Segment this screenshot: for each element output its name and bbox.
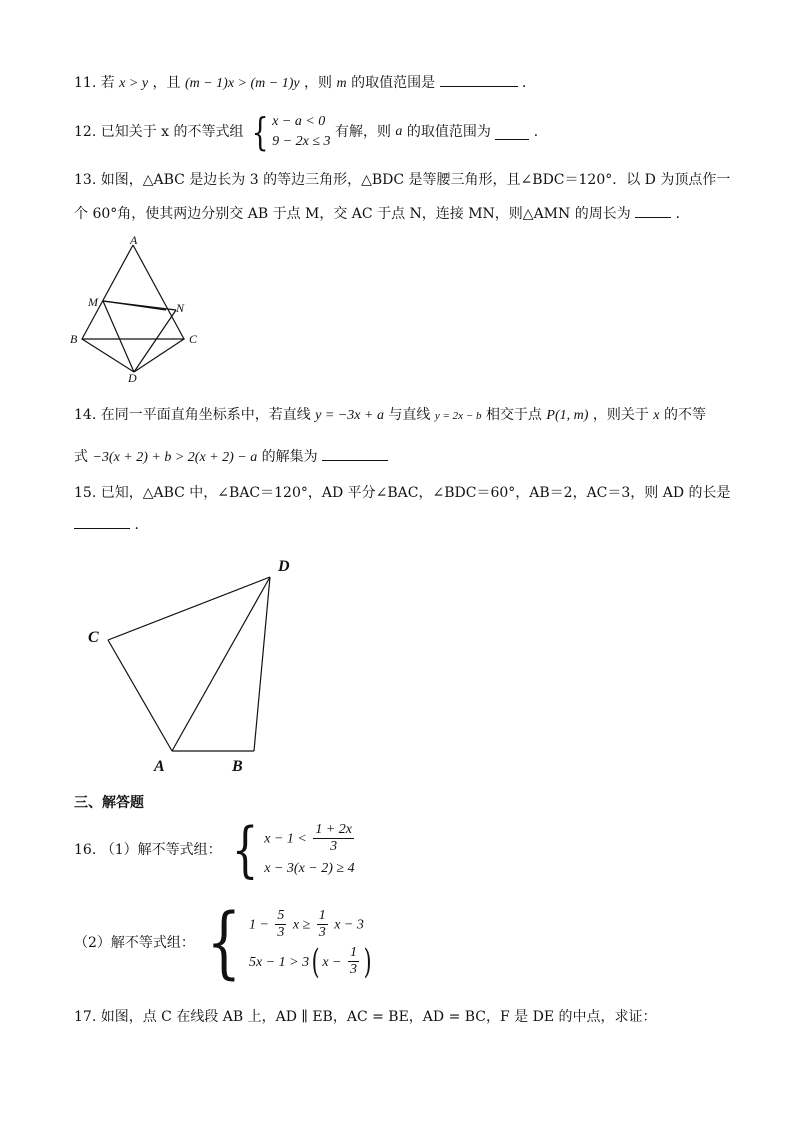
question-14-line-1: 14. 在同一平面直角坐标系中，若直线 y = −3x + a 与直线 y = 2x − b 相交于点 P(1, m) ，则关于 x 的不等 [74, 407, 706, 423]
label-c: C [189, 332, 198, 346]
question-14-line-2: 式 −3(x + 2) + b > 2(x + 2) − a 的解集为 [74, 446, 388, 468]
segment-ad [172, 577, 270, 751]
answer-blank-14[interactable] [322, 446, 388, 461]
q16-system-2: { 1 − $\frac{5}{3}$ x ≥ $\frac{1}{3}$ x − 3 5x − 1 > 3( x − $\frac{1}{3}$ ) [206, 898, 372, 988]
left-brace-icon: { [251, 110, 269, 154]
question-11: 11. 若 x > y ，且 (m − 1)x > (m − 1)y ，则 m 的取值范围是 ． [74, 72, 536, 94]
label-b: B [70, 332, 78, 346]
question-16-part-1: 16. （1）解不等式组： { x − 1 < $\frac{1 + 2x}{3}$ x − 3(x − 2) ≥ 4 [74, 815, 355, 885]
question-17: 17. 如图，点 C 在线段 AB 上，AD ∥ EB，AC = BE，AD = BC，F 是 DE 的中点，求证： [74, 1009, 657, 1025]
label-a: A [130, 233, 138, 247]
label-b: B [232, 758, 243, 775]
segment-mn-inner [103, 301, 166, 310]
label-d: D [128, 371, 137, 385]
segment-ca [108, 640, 172, 751]
question-15-line-1: 15. 已知，△ABC 中，∠BAC＝120°，AD 平分∠BAC，∠BDC＝60°，AB＝2，AC＝3，则 AD 的长是 [74, 485, 731, 501]
left-brace-icon: { [231, 815, 259, 885]
q11-condition-2: (m − 1)x > (m − 1)y [184, 76, 300, 91]
q12-inequality-system: { x − a < 0 9 − 2x ≤ 3 [251, 110, 331, 154]
q16-system-1: { x − 1 < $\frac{1 + 2x}{3}$ x − 3(x − 2) ≥ 4 [231, 815, 355, 885]
answer-blank-15[interactable] [74, 514, 130, 529]
question-13-line-1: 13. 如图，△ABC 是边长为 3 的等边三角形，△BDC 是等腰三角形，且∠BDC＝120°．以 D 为顶点作一 [74, 172, 731, 188]
question-15-line-2: ． [74, 514, 148, 535]
triangle-abc [82, 245, 184, 339]
segment-md [103, 301, 134, 372]
label-a: A [154, 758, 165, 775]
answer-blank-12[interactable] [495, 125, 529, 140]
label-m: M [88, 295, 98, 309]
question-12: 12. 已知关于 x 的不等式组 { x − a < 0 9 − 2x ≤ 3 有解，则 a 的取值范围为 ． [74, 110, 548, 154]
answer-blank-13[interactable] [635, 203, 671, 218]
quadrilateral-figure-15 [80, 552, 310, 782]
question-13-line-2: 个 60°角，使其两边分别交 AB 于点 M，交 AC 于点 N，连接 MN，则△AMN 的周长为 ． [74, 203, 690, 224]
segment-cd [108, 577, 270, 640]
label-n: N [176, 301, 185, 315]
triangle-figure-13 [66, 232, 216, 387]
label-d: D [278, 558, 290, 575]
segment-bd [254, 577, 270, 751]
segment-nd [134, 310, 176, 372]
q11-condition-1: x > y [119, 76, 149, 91]
label-c: C [88, 629, 99, 646]
section-title: 三、解答题 [74, 795, 144, 811]
segment-cd [134, 339, 184, 372]
answer-blank-11[interactable] [440, 72, 518, 87]
left-brace-icon: { [206, 898, 242, 988]
question-16-part-2: （2）解不等式组： { 1 − $\frac{5}{3}$ x ≥ $\frac{1}{3}$ x − 3 5x − 1 > 3( x − $\frac{1}{3}$ ) [74, 904, 374, 982]
